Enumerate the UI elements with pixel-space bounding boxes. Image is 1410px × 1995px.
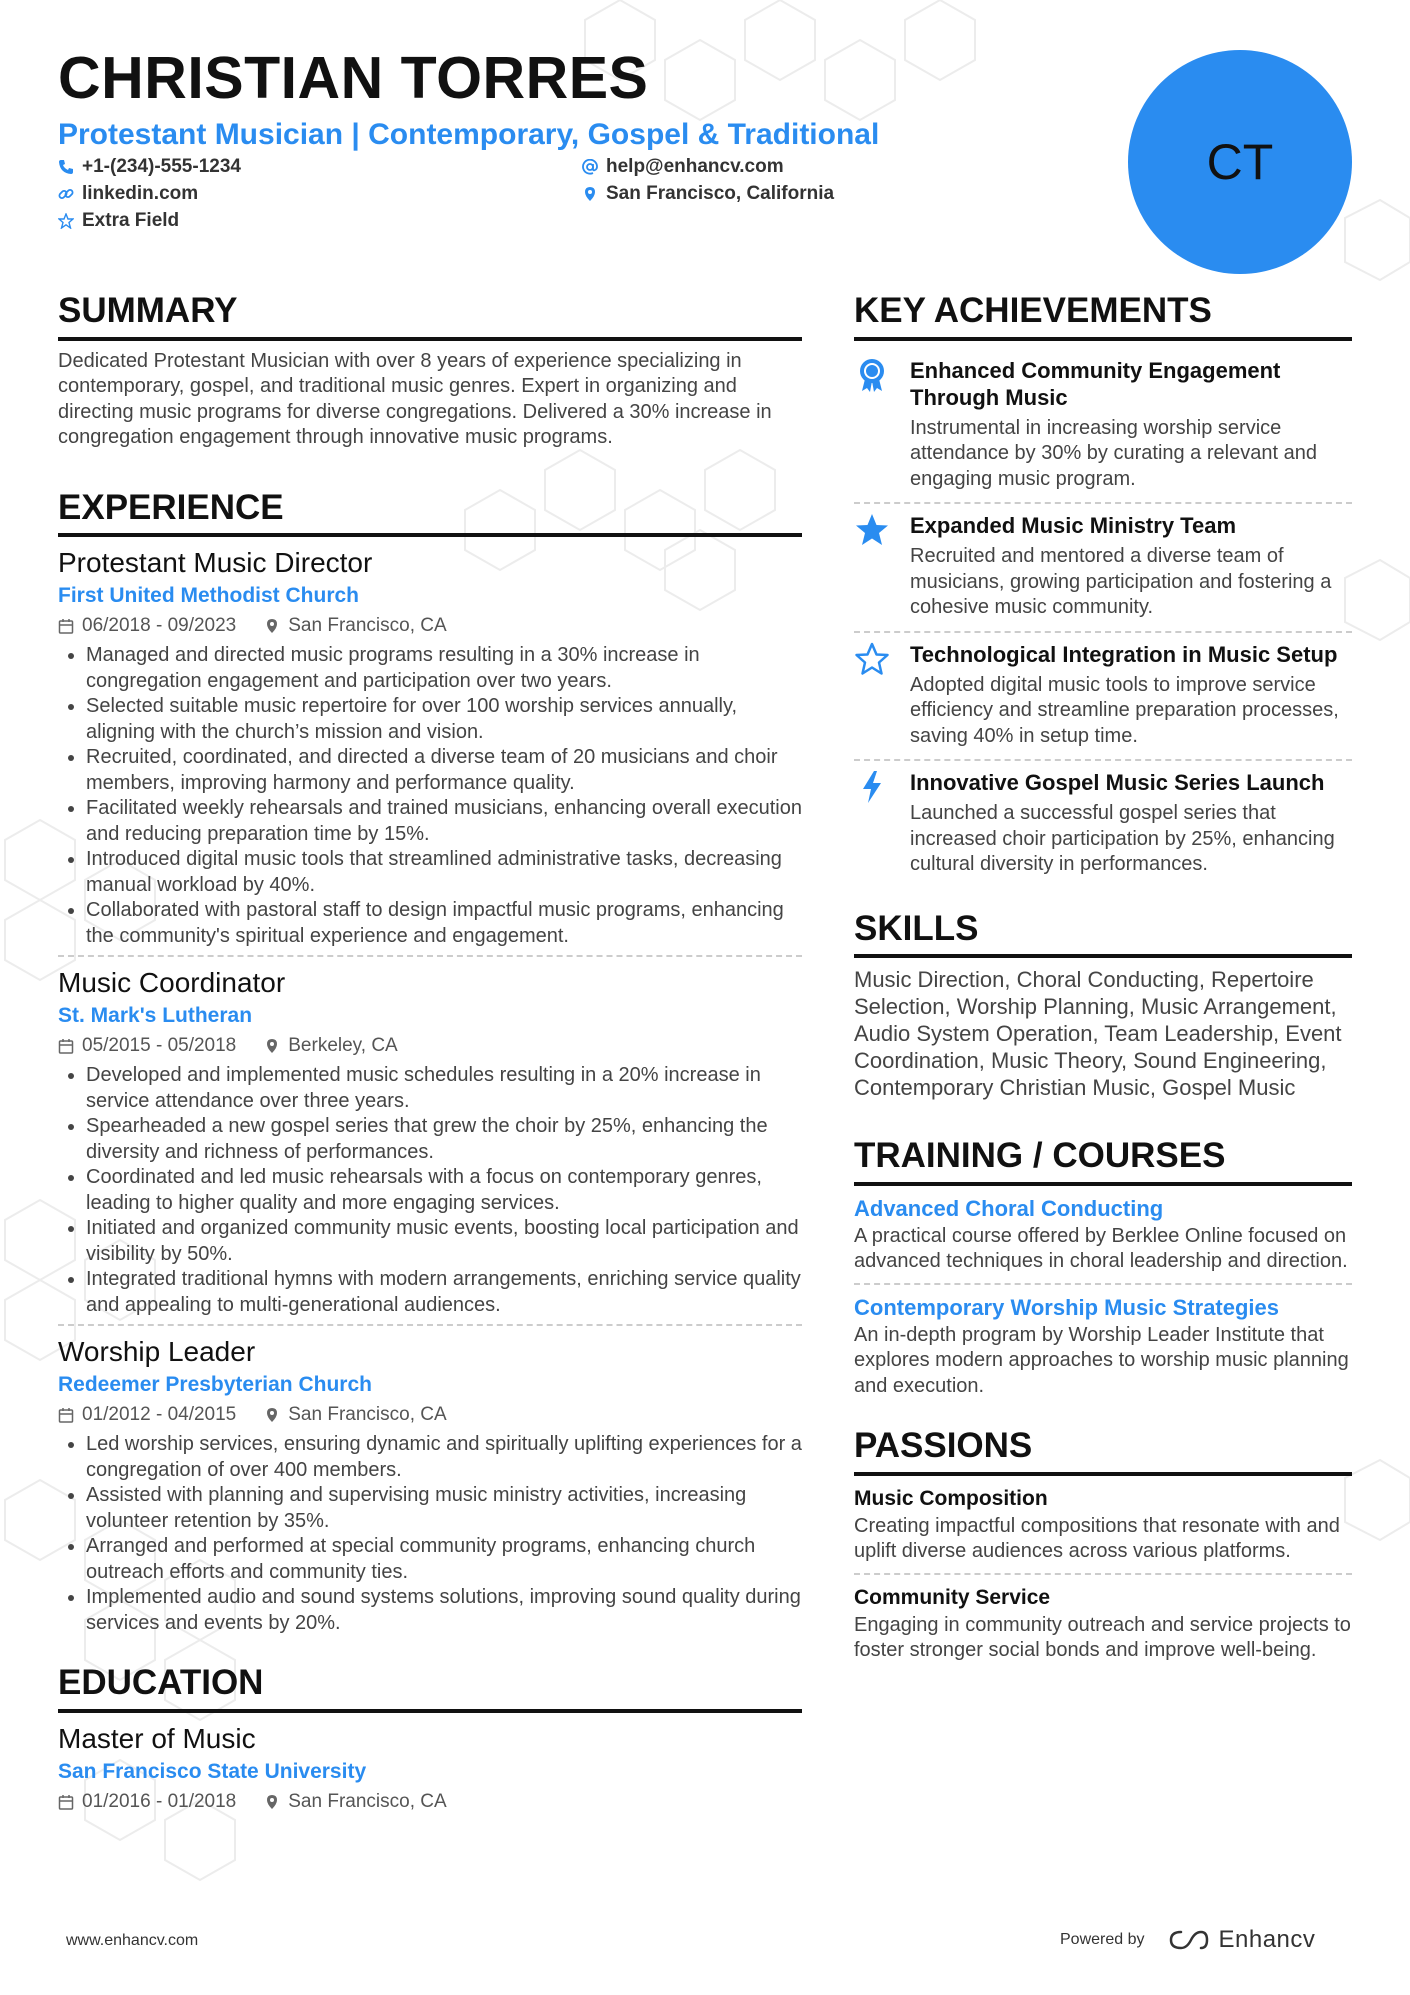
- bullet-item: • Initiated and organized community music events, boosting local participation and visibility by 50%.: [86, 1216, 802, 1267]
- passion-title: Music Composition: [854, 1486, 1048, 1510]
- passion-item: [854, 1583, 1352, 1672]
- phone-icon: [58, 159, 74, 175]
- bullet-item: • Managed and directed music programs resulting in a 30% increase in congregation engagement and participation over two years.: [86, 643, 802, 694]
- job-organization: St. Mark's Lutheran: [58, 1004, 253, 1027]
- job-bullets: [58, 1063, 802, 1318]
- passions-heading: PASSIONS: [854, 1427, 1352, 1476]
- bullet-item: • Implemented audio and sound systems solutions, improving sound quality during services and events by 20%.: [86, 1585, 802, 1636]
- achievement-title: Expanded Music Ministry Team: [910, 513, 1237, 538]
- award-ribbon-icon: [854, 357, 890, 393]
- bullet-item: • Spearheaded a new gospel series that grew the choir by 25%, enhancing the diversity and richness of performances.: [86, 1114, 802, 1165]
- calendar-icon: [58, 1794, 74, 1810]
- bullet-item: • Collaborated with pastoral staff to design impactful music programs, enhancing the community's spiritual experience and engagement.: [86, 898, 802, 949]
- course-title: Contemporary Worship Music Strategies: [854, 1294, 1280, 1320]
- education-meta: [58, 1787, 802, 1817]
- job-organization: Redeemer Presbyterian Church: [58, 1373, 372, 1396]
- skills-section: [854, 910, 1352, 1102]
- summary-section: [58, 292, 802, 451]
- star-outline-icon: [58, 213, 74, 229]
- achievement-desc: Recruited and mentored a diverse team of musicians, growing participation and fostering a cohesive music community.: [910, 545, 1332, 618]
- job-meta: [58, 1031, 802, 1061]
- experience-heading: EXPERIENCE: [58, 489, 802, 538]
- brand-name: Enhancv: [1218, 1926, 1316, 1953]
- achievement-desc: Instrumental in increasing worship service attendance by 30% by curating a relevant and engaging music program.: [910, 416, 1317, 490]
- at-sign-icon: [582, 159, 598, 175]
- bullet-item: • Developed and implemented music schedules resulting in a 20% increase in service attendance over three years.: [86, 1063, 802, 1114]
- bullet-item: • Assisted with planning and supervising music ministry activities, increasing volunteer retention by 35%.: [86, 1483, 802, 1534]
- map-pin-icon: [264, 1407, 280, 1423]
- job-dates: 01/2012 - 04/2015: [82, 1404, 237, 1425]
- passion-desc: Creating impactful compositions that resonate with and uplift diverse audiences across various platforms.: [854, 1514, 1340, 1562]
- passion-title: Community Service: [854, 1585, 1051, 1609]
- experience-entry: [58, 545, 802, 957]
- training-section: [854, 1137, 1352, 1407]
- map-pin-icon: [582, 186, 598, 202]
- job-bullets: [58, 643, 802, 949]
- bullet-item: • Integrated traditional hymns with modern arrangements, enriching service quality and appealing to multi-generational audiences.: [86, 1267, 802, 1318]
- education-dates: 01/2016 - 01/2018: [82, 1790, 237, 1812]
- education-section: [58, 1664, 802, 1817]
- job-location: San Francisco, CA: [288, 615, 447, 636]
- job-meta: [58, 1400, 802, 1430]
- contact-phone[interactable]: [58, 156, 241, 178]
- education-heading: EDUCATION: [58, 1664, 802, 1713]
- passions-section: [854, 1427, 1352, 1672]
- footer-branding[interactable]: [1060, 1926, 1315, 1954]
- powered-by-label: Powered by: [1060, 1931, 1145, 1948]
- email-text: help@enhancv.com: [606, 156, 784, 177]
- job-title: Worship Leader: [58, 1336, 256, 1367]
- summary-text: Dedicated Protestant Musician with over 8 years of experience specializing in contemporary, gospel, and traditional music genres. Expert in organizing and directing music programs for diverse congregations. Delivered a 30% increase in congregation engagement through innovative music programs.: [58, 349, 772, 448]
- contact-extra: [58, 210, 179, 232]
- linkedin-text: linkedin.com: [82, 183, 199, 204]
- achievement-desc: Adopted digital music tools to improve service efficiency and streamline preparation processes, saving 40% in setup time.: [910, 673, 1339, 747]
- achievement-title: Innovative Gospel Music Series Launch: [910, 770, 1325, 795]
- job-meta: [58, 611, 802, 641]
- passion-item: [854, 1484, 1352, 1575]
- bullet-item: • Recruited, coordinated, and directed a diverse team of 20 musicians and choir members, improving harmony and performance quality.: [86, 745, 802, 796]
- achievement-item: [854, 504, 1352, 633]
- phone-text: +1-(234)-555-1234: [82, 156, 241, 177]
- course-item: [854, 1293, 1352, 1408]
- job-organization: First United Methodist Church: [58, 584, 359, 607]
- education-location: San Francisco, CA: [288, 1790, 447, 1812]
- job-bullets: [58, 1432, 802, 1636]
- job-location: Berkeley, CA: [288, 1035, 398, 1056]
- job-location: San Francisco, CA: [288, 1404, 447, 1425]
- bullet-item: • Selected suitable music repertoire for over 100 worship services annually, aligning with the church’s mission and vision.: [86, 694, 802, 745]
- calendar-icon: [58, 618, 74, 634]
- experience-section: [58, 489, 802, 1643]
- contact-location: [582, 183, 834, 205]
- achievement-item: [854, 633, 1352, 762]
- achievement-desc: Launched a successful gospel series that increased choir participation by 25%, enhancing cultural diversity in performances.: [910, 802, 1335, 875]
- bullet-item: • Introduced digital music tools that streamlined administrative tasks, decreasing manual workload by 40%.: [86, 847, 802, 898]
- link-icon: [58, 186, 74, 202]
- bullet-item: • Led worship services, ensuring dynamic and spiritually uplifting experiences for a congregation of over 400 members.: [86, 1432, 802, 1483]
- course-title: Advanced Choral Conducting: [854, 1195, 1164, 1221]
- candidate-name: CHRISTIAN TORRES: [58, 45, 649, 111]
- star-filled-icon: [854, 512, 890, 548]
- avatar: [1128, 50, 1352, 274]
- job-dates: 05/2015 - 05/2018: [82, 1035, 237, 1056]
- right-column: [854, 292, 1352, 1680]
- bullet-item: • Arranged and performed at special community programs, enhancing church outreach efforts and community ties.: [86, 1534, 802, 1585]
- course-desc: An in-depth program by Worship Leader Institute that explores modern approaches to worship music planning and execution.: [854, 1323, 1349, 1397]
- skills-text: Music Direction, Choral Conducting, Repertoire Selection, Worship Planning, Music Arrangement, Audio System Operation, Team Leadership, Event Coordination, Music Theory, Sound Engineering, Contemporary Christian Music, Gospel Music: [854, 967, 1342, 1100]
- achievement-title: Enhanced Community Engagement Through Music: [910, 357, 1281, 410]
- lightning-icon: [854, 769, 890, 805]
- contact-email[interactable]: [582, 156, 784, 178]
- candidate-title: Protestant Musician | Contemporary, Gospel & Traditional: [58, 118, 880, 151]
- course-item: [854, 1194, 1352, 1285]
- footer-website[interactable]: www.enhancv.com: [66, 1932, 199, 1949]
- achievements-heading: KEY ACHIEVEMENTS: [854, 292, 1352, 341]
- achievements-section: [854, 292, 1352, 888]
- avatar-initials: CT: [1206, 134, 1274, 190]
- passion-desc: Engaging in community outreach and service projects to foster stronger social bonds and improve well-being.: [854, 1613, 1351, 1661]
- experience-entry: [58, 965, 802, 1326]
- left-column: [58, 292, 802, 1817]
- calendar-icon: [58, 1038, 74, 1054]
- training-heading: TRAINING / COURSES: [854, 1137, 1352, 1186]
- experience-entry: [58, 1334, 802, 1642]
- summary-heading: SUMMARY: [58, 292, 802, 341]
- enhancv-logo-icon: [1167, 1928, 1211, 1952]
- course-desc: A practical course offered by Berklee Online focused on advanced techniques in choral leadership and direction.: [854, 1224, 1348, 1272]
- school-name: San Francisco State University: [58, 1759, 367, 1783]
- achievement-title: Technological Integration in Music Setup: [910, 641, 1338, 667]
- bullet-item: • Coordinated and led music rehearsals with a focus on contemporary genres, leading to higher quality and more engaging services.: [86, 1165, 802, 1216]
- job-title: Music Coordinator: [58, 967, 286, 998]
- location-text: San Francisco, California: [606, 183, 835, 204]
- degree-title: Master of Music: [58, 1722, 256, 1754]
- extra-field-text: Extra Field: [82, 210, 180, 231]
- bullet-item: • Facilitated weekly rehearsals and trained musicians, enhancing overall execution and reducing preparation time by 15%.: [86, 796, 802, 847]
- skills-heading: SKILLS: [854, 910, 1352, 959]
- star-outline-icon: [854, 641, 890, 677]
- map-pin-icon: [264, 1038, 280, 1054]
- map-pin-icon: [264, 618, 280, 634]
- calendar-icon: [58, 1407, 74, 1423]
- job-title: Protestant Music Director: [58, 547, 373, 578]
- contact-linkedin[interactable]: [58, 183, 198, 205]
- achievement-item: [854, 761, 1352, 888]
- job-dates: 06/2018 - 09/2023: [82, 615, 237, 636]
- achievement-item: [854, 349, 1352, 505]
- map-pin-icon: [264, 1794, 280, 1810]
